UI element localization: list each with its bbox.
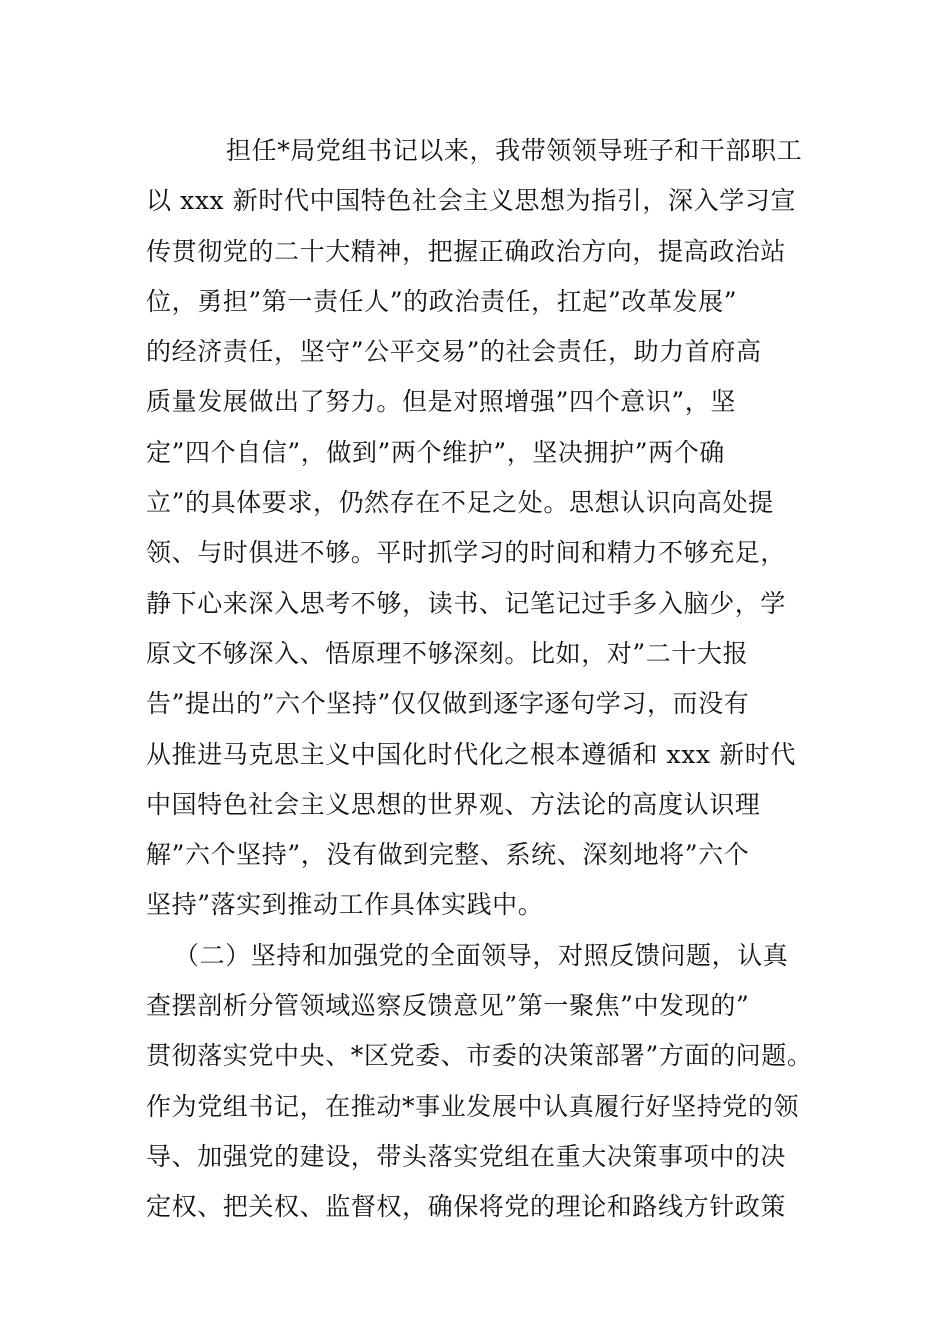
text-line: 坚持”落实到推动工作具体实践中。 [146,890,544,920]
text-line: 定”四个自信”，做到”两个维护”，坚决拥护”两个确 [146,437,725,467]
text-line: 贯彻落实党中央、*区党委、市委的决策部署”方面的问题。 [146,1041,813,1071]
text-line: 原文不够深入、悟原理不够深刻。比如，对”二十大报 [146,638,749,668]
text-line: 定权、把关权、监督权，确保将党的理论和路线方针政策 [146,1192,787,1222]
text-line: 质量发展做出了努力。但是对照增强”四个意识”，坚 [146,387,736,417]
text-line: 的经济责任，坚守”公平交易”的社会责任，助力首府高 [146,337,762,367]
text-line: 立”的具体要求，仍然存在不足之处。思想认识向高处提 [146,488,774,518]
text-line: 静下心来深入思考不够，读书、记笔记过手多入脑少，学 [146,588,787,618]
text-line: 查摆剖析分管领域巡察反馈意见”第一聚焦”中发现的” [146,991,750,1021]
text-line: 担任*局党组书记以来，我带领领导班子和干部职工 [226,136,803,165]
text-line: 告”提出的”六个坚持”仅仅做到逐字逐句学习，而没有 [146,689,750,719]
text-line: 作为党组书记，在推动*事业发展中认真履行好坚持党的领 [146,1091,800,1121]
document-body [146,126,826,1233]
text-line: 解”六个坚持”，没有做到完整、系统、深刻地将”六个 [146,840,750,870]
text-line: 传贯彻党的二十大精神，把握正确政治方向，提高政治站 [146,236,787,266]
text-line: 以 xxx 新时代中国特色社会主义思想为指引，深入学习宣 [146,186,796,216]
text-line: 中国特色社会主义思想的世界观、方法论的高度认识理 [146,789,761,819]
text-line: 从推进马克思主义中国化时代化之根本遵循和 xxx 新时代 [146,739,796,769]
text-line: 位，勇担”第一责任人”的政治责任，扛起”改革发展” [146,286,738,316]
text-line: 领、与时俱进不够。平时抓学习的时间和精力不够充足， [146,538,787,568]
text-line: 导、加强党的建设，带头落实党组在重大决策事项中的决 [146,1141,787,1171]
section-heading-line: （二）坚持和加强党的全面领导，对照反馈问题，认真 [174,940,789,970]
